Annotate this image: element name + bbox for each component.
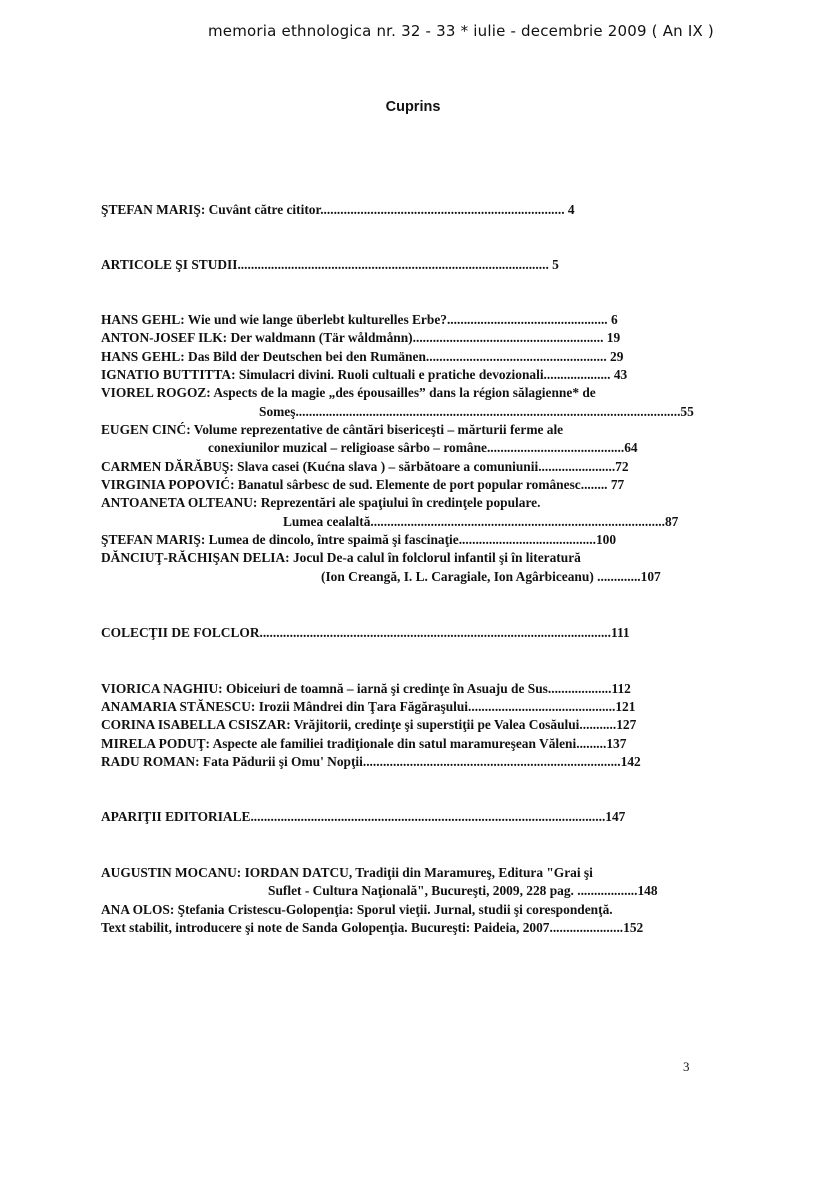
page-title: Cuprins [385,99,441,115]
toc-entry-continuation: conexiunilor muzical – religioase sârbo – române.........................................64 [208,440,638,455]
toc-entry-continuation: (Ion Creangă, I. L. Caragiale, Ion Agârbiceanu) .............107 [321,569,661,584]
toc-entry: CORINA ISABELLA CSISZAR: Vrăjitorii, credinţe şi superstiţii pe Valea Cosăului...........127 [101,717,637,732]
toc-section-heading: COLECŢII DE FOLCLOR.........................................................................................................111 [101,625,630,640]
page-number: 3 [683,1059,690,1074]
toc-entry: AUGUSTIN MOCANU: IORDAN DATCU, Tradiţii din Maramureş, Editura "Grai şi [101,865,593,880]
toc-entry: ANAMARIA STĂNESCU: Irozii Mândrei din Ţara Făgăraşului............................................121 [101,699,636,714]
toc-entry: ANTOANETA OLTEANU: Reprezentări ale spaţiului în credinţele populare. [101,495,541,510]
toc-entry: HANS GEHL: Das Bild der Deutschen bei den Rumänen...................................................... 29 [101,349,624,364]
toc-entry: RADU ROMAN: Fata Pădurii şi Omu' Nopţii.............................................................................142 [101,754,641,769]
toc-entry: ŞTEFAN MARIŞ: Cuvânt către cititor......................................................................... 4 [101,202,575,217]
toc-entry-continuation: Someş...................................................................................................................55 [259,404,694,419]
toc-section-heading: ARTICOLE ŞI STUDII............................................................................................. 5 [101,257,559,272]
toc-entry: VIORICA NAGHIU: Obiceiuri de toamnă – iarnă şi credinţe în Asuaju de Sus...................112 [101,681,631,696]
toc-entry: DĂNCIUŢ-RĂCHIŞAN DELIA: Jocul De-a calul în folclorul infantil şi în literatură [101,550,581,565]
toc-entry: ANA OLOS: Ştefania Cristescu-Golopenţia: Sporul vieţii. Jurnal, studii şi corespondenţă. [101,902,613,917]
toc-entry: ANTON-JOSEF ILK: Der waldmann (Tär wåldmånn)......................................................... 19 [101,330,621,345]
toc-entry: VIRGINIA POPOVIĆ: Banatul sârbesc de sud. Elemente de port popular românesc........ 77 [101,477,625,492]
toc-entry-continuation: Lumea cealaltă........................................................................................87 [283,514,679,529]
toc-entry: MIRELA PODUŢ: Aspecte ale familiei tradiţionale din satul maramureşean Văleni.........137 [101,736,627,751]
journal-header: memoria ethnologica nr. 32 - 33 * iulie - decembrie 2009 ( An IX ) [208,22,714,40]
toc-entry-continuation: Text stabilit, introducere şi note de Sanda Golopenţia. Bucureşti: Paideia, 2007......................152 [101,920,644,935]
toc-entry: CARMEN DĂRĂBUŞ: Slava casei (Kućna slava ) – sărbătoare a comuniunii.......................72 [101,459,629,474]
toc-section-heading: APARIŢII EDITORIALE..........................................................................................................147 [101,809,626,824]
toc-entry: IGNATIO BUTTITTA: Simulacri divini. Ruoli cultuali e pratiche devozionali.................... 43 [101,367,628,382]
toc-entry: HANS GEHL: Wie und wie lange überlebt kulturelles Erbe?................................................ 6 [101,312,618,327]
toc-entry-continuation: Suflet - Cultura Naţională", Bucureşti, 2009, 228 pag. ..................148 [268,883,658,898]
toc-entry: VIOREL ROGOZ: Aspects de la magie „des épousailles” dans la région sălagienne* de [101,385,596,400]
toc-entry: EUGEN CINĆ: Volume reprezentative de cântări bisericeşti – mărturii ferme ale [101,422,564,437]
toc-entry: ŞTEFAN MARIŞ: Lumea de dincolo, între spaimă şi fascinaţie.........................................100 [101,532,617,547]
